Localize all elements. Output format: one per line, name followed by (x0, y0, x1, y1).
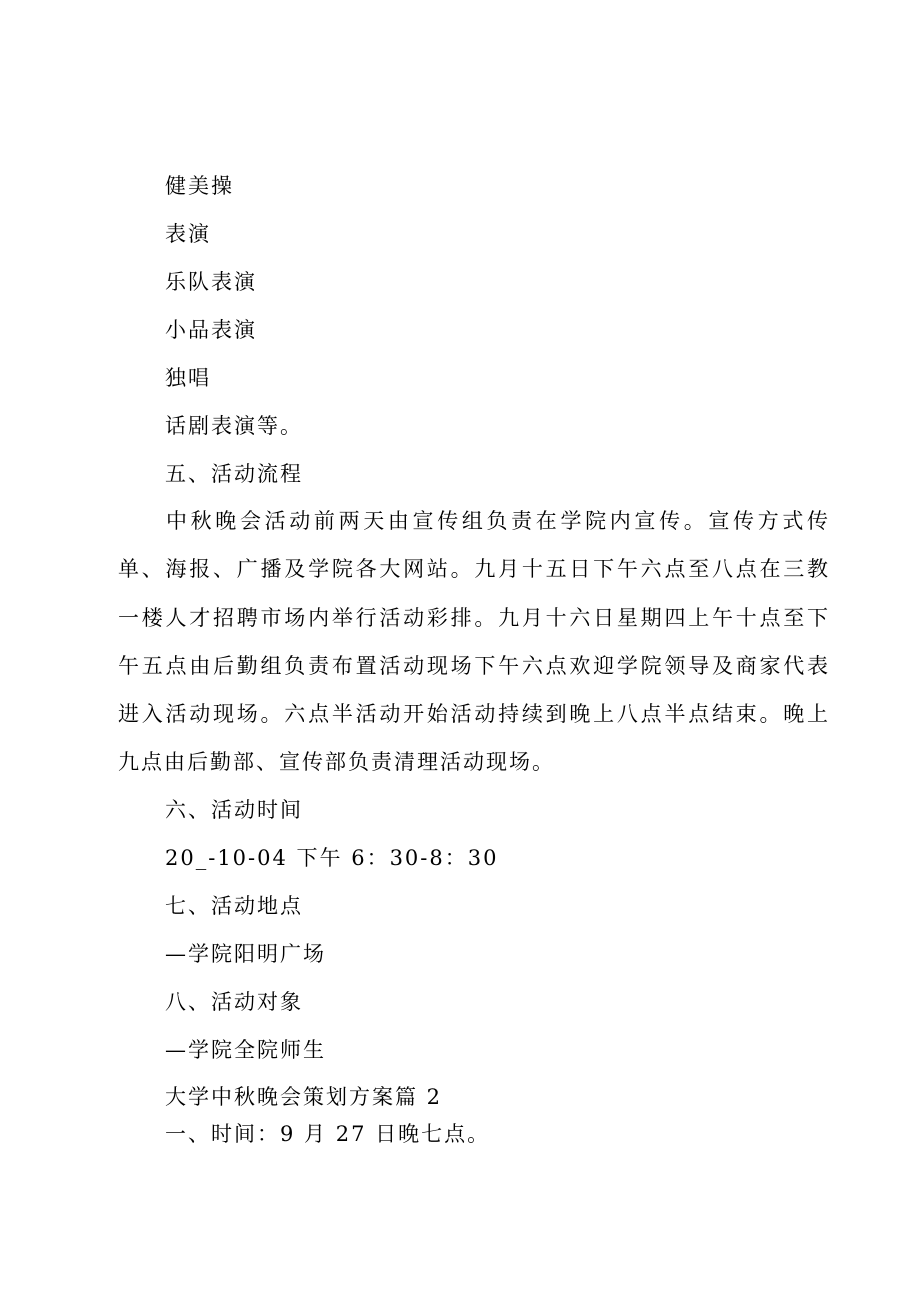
section-text: —学院全院师生 (165, 1038, 326, 1062)
section-heading: 六、活动时间 (165, 798, 303, 822)
section-heading: 五、活动流程 (165, 462, 303, 486)
list-item: 独唱 (165, 366, 211, 390)
section-heading: 七、活动地点 (165, 894, 303, 918)
list-item: 小品表演 (165, 318, 257, 342)
list-item: 乐队表演 (165, 270, 257, 294)
section-text: 20_-10-04 下午 6：30-8：30 (165, 846, 499, 870)
section-text: 一、时间：9 月 27 日晚七点。 (165, 1122, 491, 1146)
list-item: 表演 (165, 222, 211, 246)
document-subtitle: 大学中秋晚会策划方案篇 2 (165, 1085, 443, 1109)
section-heading: 八、活动对象 (165, 990, 303, 1014)
section-text: —学院阳明广场 (165, 942, 326, 966)
list-item: 健美操 (165, 174, 234, 198)
section-paragraph: 中秋晚会活动前两天由宣传组负责在学院内宣传。宣传方式传单、海报、广播及学院各大网站。九月十五日下午六点至八点在三教一楼人才招聘市场内举行活动彩排。九月十六日星期四上午十点至下午五点由后勤组负责布置活动现场下午六点欢迎学院领导及商家代表进入活动现场。六点半活动开始活动持续到晚上八点半点结束。晚上九点由后勤部、宣传部负责清理活动现场。 (118, 509, 830, 775)
list-item: 话剧表演等。 (165, 414, 303, 438)
